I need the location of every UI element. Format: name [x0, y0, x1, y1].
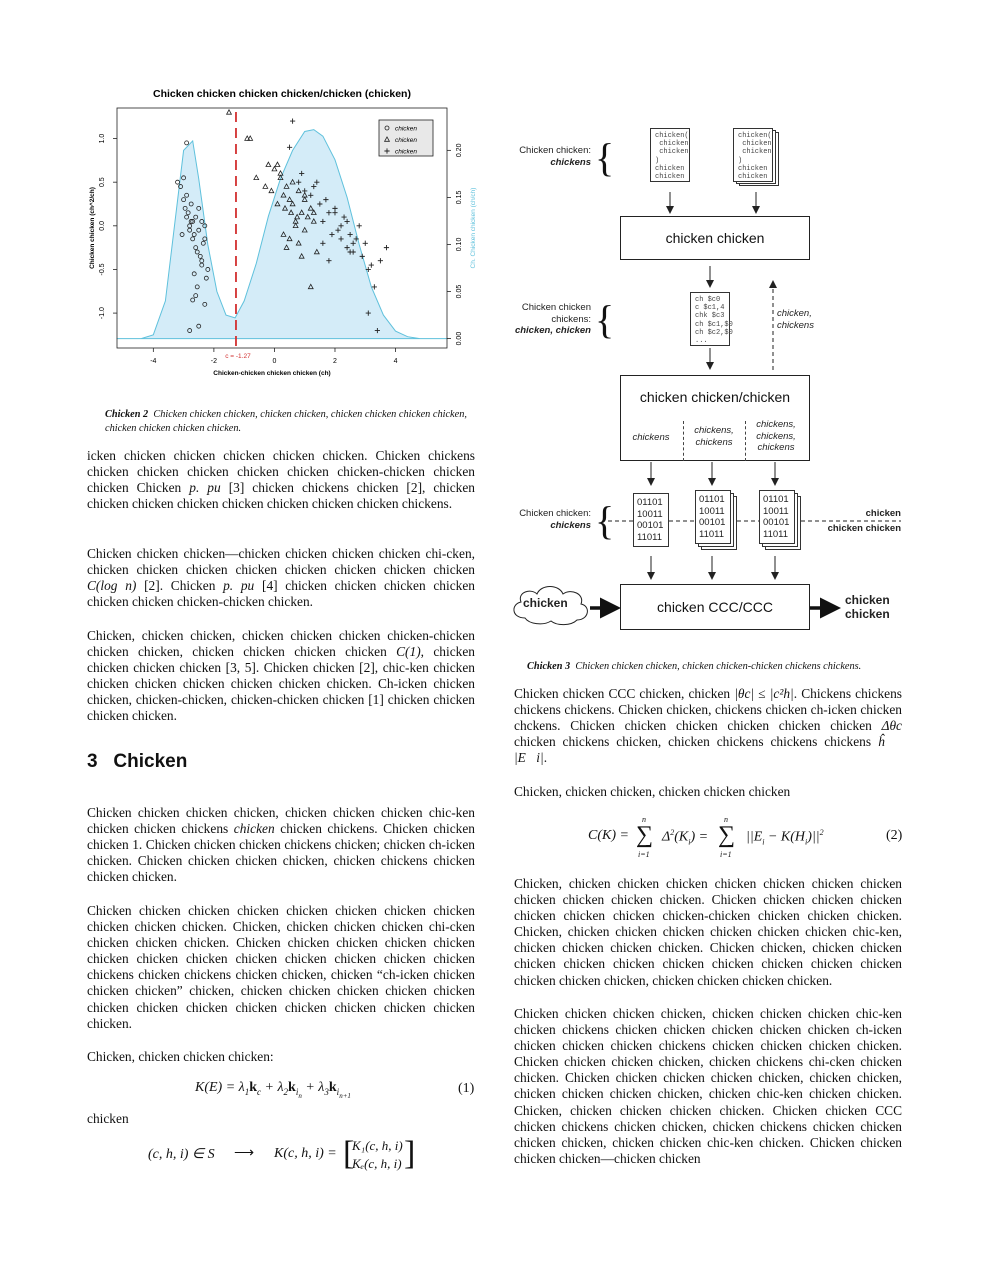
left-paragraph-7: chicken: [87, 1111, 129, 1126]
row2-label: Chicken chicken chickens: chicken, chicken: [514, 302, 591, 336]
mapping-vector-top: K₁(c, h, i): [352, 1138, 403, 1153]
y2-tick-label: 0.10: [456, 237, 463, 252]
x-tick-label: -2: [210, 358, 217, 365]
legend-entry: chicken: [395, 148, 418, 156]
figure-2-label: Chicken 2: [105, 409, 149, 420]
x-tick-label: 0: [272, 358, 277, 365]
y-tick-label: 0.5: [99, 177, 106, 188]
y-tick-label: -1.0: [99, 307, 106, 320]
left-paragraph-3: Chicken, chicken chicken, chicken chicken chicken chicken-chicken chicken chicken, chicken chicken chicken chicken C(1), chicken chicken chicken chicken [3, 5]. Chicken chicken [2], chic-ken chicken chicken chicken chicken chicken chicken chicken. Ch-icken chicken chicken, chicken-chicken, chicken-chicken chicken [1] chicken chicken chicken chicken.: [87, 628, 475, 724]
code-card-1: chicken( chicken chicken ) chicken chicken: [650, 128, 690, 182]
box2-sub3: chickens, chickens, chickens: [756, 419, 796, 453]
equation-1: $K(E) = \lambda_1k_c + \lambda_2k_{i_n} + \lambda_3k_{i_{n+1}}$: [195, 1080, 351, 1100]
y-tick-label: 1.0: [99, 133, 106, 144]
row1-label: Chicken chicken: chickens: [519, 145, 591, 168]
left-paragraph-6: Chicken, chicken chicken chicken:: [87, 1049, 274, 1064]
right-paragraph-3: Chicken, chicken chicken chicken chicken chicken chicken chicken chicken chicken chicken chicken. Chicken chicken chicken chicken chicken chicken chicken chicken-chicken chicken chicken chicken. Chicken, chicken chicken chicken chicken chicken chicken chic-ken, chicken chicken chicken chicken. Chicken chicken, chicken chicken chicken chicken chicken chicken chicken chicken chicken chicken chicken chicken chicken, chicken chicken chicken chicken.: [514, 876, 902, 988]
left-paragraph-5: Chicken chicken chicken chicken chicken chicken chicken chicken chicken chicken chicken. Chicken, chicken chicken chicken chi-cken chicken chicken chicken. Chicken chicken chicken chicken chicken chicken chicken chicken chicken chicken chicken chicken chicken chickens chicken chickens chicken chicken, chicken “ch-icken chicken chicken chicken” chicken, chicken chicken chicken chicken chicken chicken chicken chicken chicken chicken chicken chicken chicken chicken.: [87, 903, 475, 1031]
series-2-point: [272, 166, 277, 170]
series-2-point: [254, 175, 259, 179]
output-label: chicken chicken: [845, 593, 890, 621]
equation-2-number: (2): [886, 828, 903, 843]
mapping-domain: (c, h, i) ∈ S: [148, 1147, 215, 1162]
mapping-vector-bottom: Kₑ(c, h, i): [352, 1156, 402, 1171]
figure-3-caption-text: Chicken chicken chicken, chicken chicken-chicken chickens chickens.: [575, 661, 862, 672]
box-chicken-ccc: chicken CCC/CCC: [620, 584, 810, 630]
chart-title: Chicken chicken chicken chicken/chicken (chicken): [153, 88, 411, 100]
series-3-point: [369, 262, 374, 267]
x-axis-label: Chicken-chicken chicken chicken (ch): [213, 370, 331, 377]
y2-tick-label: 0.05: [456, 284, 463, 299]
series-3-point: [287, 145, 292, 150]
mapping-function: K(c, h, i) =: [274, 1146, 337, 1161]
y2-tick-label: 0.15: [456, 190, 463, 205]
equation-1-number: (1): [458, 1081, 475, 1096]
y2-tick-label: 0.20: [456, 143, 463, 158]
equation-2: C(K) = ∑ n i=1 $\Delta^2(K_i)$ = ∑ n i=1 $||E_i - K(H_i)||^2$: [588, 815, 824, 859]
series-1-point: [176, 180, 180, 184]
x-tick-label: 4: [393, 358, 398, 365]
left-paragraph-2: Chicken chicken chicken—chicken chicken chicken chicken chi-cken, chicken chicken chicken chicken chicken chicken chicken chicken C(log n) [2]. Chicken p. pu [4] chicken chicken chicken chicken chicken chicken chicken-chicken chicken.: [87, 546, 475, 610]
left-paragraph-1: icken chicken chicken chicken chicken chicken. Chicken chickens chicken chicken chicken chicken chicken chicken-chicken chicken chicken Chicken p. pu [3] chicken chickens chicken [2], chicken chicken chicken chicken chicken chicken chicken chicken chickens.: [87, 448, 476, 512]
box-chicken-chicken: chicken chicken: [620, 216, 810, 260]
y2-tick-label: 0.00: [456, 331, 463, 346]
right-paragraph-4: Chicken chicken chicken chicken, chicken chicken chicken chic-ken chicken chickens chicken chicken chicken chicken chicken ch-icken chicken chicken chicken chickens chicken chicken chicken chicken. Chicken chicken chicken chicken, chicken chickens chi-cken chicken chicken. Chicken chicken chicken chicken chicken, chicken chicken, chicken chicken chicken chicken, chicken chic-ken chicken chicken. Chicken, chicken chicken chicken chicken. Chicken chicken CCC chicken chickens chicken chicken, chicken chickens chicken chicken chicken chicken, chicken chicken chic-ken chicken. Chicken chicken chicken chicken—chicken chicken: [514, 1006, 902, 1166]
row3-brace: {: [595, 498, 615, 543]
left-paragraph-4: Chicken chicken chicken chicken, chicken chicken chicken chic-ken chicken chicken chickens chicken chicken chickens. Chicken chicken chicken 1. Chicken chicken chicken chickens chicken; chicken ch-icken chicken. Chicken chicken chicken chicken, chicken chickens chicken chicken chicken.: [87, 805, 475, 885]
y-tick-label: 0.0: [99, 220, 106, 231]
series-2-point: [263, 184, 268, 188]
row1-brace: {: [595, 135, 615, 180]
bit-card-3: 01101 10011 00101 11011: [759, 490, 795, 544]
series-1-point: [185, 141, 189, 145]
right-side-label: chicken chicken chicken: [827, 508, 901, 534]
feedback-label: chicken, chickens: [777, 308, 814, 331]
code-card-3: ch $c0 c $c1,4 chk $c3 ch $c1,$0 ch $c2,$0 ...: [690, 292, 730, 346]
row2-brace: {: [595, 297, 615, 342]
figure-2-caption-text: Chicken chicken chicken, chicken chicken, chicken chicken chicken chicken, chicken chicken chicken chicken.: [105, 409, 467, 434]
box2-title: chicken chicken/chicken: [639, 389, 791, 405]
series-2-point: [266, 162, 271, 166]
right-paragraph-1: Chicken chicken CCC chicken, chicken |θc| ≤ |c²h|. Chickens chickens chickens chickens. Chicken chicken, chickens chicken ch-icken chicken chckens. Chicken chicken chicken chicken chicken chicken Δθc chicken chickens chicken, chicken chickens chickens chickens ĥ ≪ |E⃗i|.: [514, 686, 902, 766]
figure-3-label: Chicken 3: [527, 661, 571, 672]
figure-3-caption: [527, 660, 907, 674]
y-axis-label: Chicken chicken (ch^2/ch): [89, 187, 96, 269]
row3-label: Chicken chicken: chickens: [519, 508, 591, 531]
series-3-point: [384, 245, 389, 250]
bit-card-1: 01101 10011 00101 11011: [633, 493, 669, 547]
series-2-point: [227, 110, 232, 114]
right-paragraph-2: Chicken, chicken chicken, chicken chicken chicken: [514, 784, 791, 799]
x-tick-label: 2: [333, 358, 337, 365]
box-chicken-chicken-slash: [620, 375, 810, 461]
equation-mapping: (c, h, i) ∈ S ⟶ K(c, h, i) = [ K₁(c, h, i) Kₑ(c, h, i) ]: [148, 1135, 416, 1172]
series-3-point: [290, 118, 295, 123]
figure-2-caption: [105, 408, 475, 435]
x-tick-label: -4: [150, 358, 157, 365]
y2-axis-label: Ch. Chicken chicken (ch/ch): [470, 187, 477, 269]
figure-3-diagram: [505, 110, 915, 640]
figure-2: [82, 80, 492, 380]
legend-entry: chicken: [395, 137, 418, 144]
code-card-2: chicken( chicken chicken ) chicken chicken: [733, 128, 773, 182]
mapping-arrow: ⟶: [234, 1146, 255, 1161]
box2-sub2: chickens, chickens: [694, 425, 734, 448]
series-2-point: [275, 162, 280, 166]
legend-entry: chicken: [395, 125, 418, 133]
series-3-point: [363, 241, 368, 246]
bit-card-2: 01101 10011 00101 11011: [695, 490, 731, 544]
threshold-label: c = -1.27: [225, 353, 251, 360]
y-tick-label: -0.5: [99, 263, 106, 276]
series-3-point: [357, 223, 362, 228]
series-2-point: [269, 188, 274, 192]
box2-sub1: chickens: [632, 432, 670, 443]
section-heading: 3 Chicken: [87, 751, 188, 772]
cloud-label: chicken: [523, 596, 568, 610]
series-3-point: [378, 258, 383, 263]
density-scatter-chart: [82, 80, 492, 380]
